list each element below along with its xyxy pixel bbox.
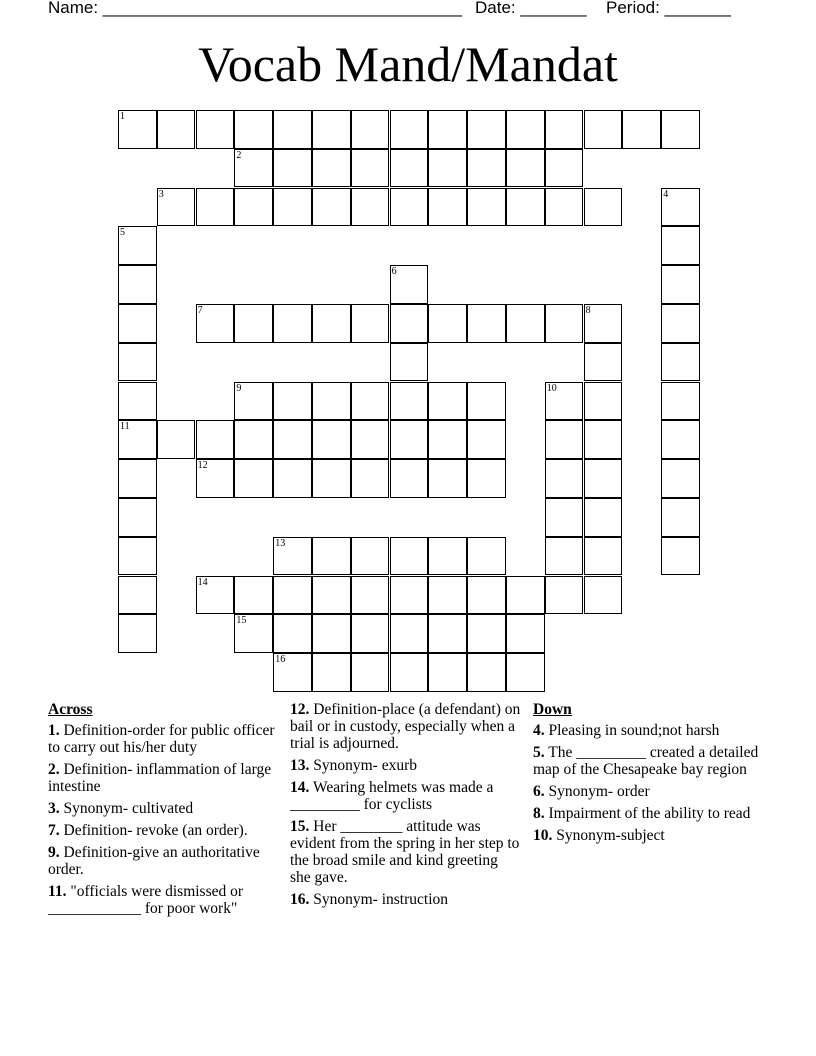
grid-cell[interactable] — [584, 304, 623, 343]
grid-cell[interactable] — [390, 537, 429, 576]
down-clues — [533, 701, 768, 849]
grid-cell[interactable] — [390, 459, 429, 498]
grid-cell[interactable] — [584, 498, 623, 537]
grid-cell[interactable] — [661, 188, 700, 227]
across-clues — [48, 701, 280, 922]
clue-item — [533, 827, 768, 844]
grid-cell[interactable] — [467, 149, 506, 188]
grid-cell[interactable] — [545, 498, 584, 537]
grid-cell[interactable] — [312, 149, 351, 188]
grid-cell[interactable] — [545, 110, 584, 149]
clue-text: Wearing helmets was made a _________ for cyclists — [290, 779, 494, 813]
grid-cell[interactable] — [312, 614, 351, 653]
grid-cell[interactable] — [351, 304, 390, 343]
clue-number: 1 — [120, 111, 125, 122]
grid-cell[interactable] — [351, 459, 390, 498]
grid-cell[interactable] — [545, 420, 584, 459]
grid-cell[interactable] — [661, 343, 700, 382]
grid-cell[interactable] — [428, 537, 467, 576]
grid-cell[interactable] — [390, 382, 429, 421]
grid-cell[interactable] — [273, 382, 312, 421]
grid-cell[interactable] — [196, 304, 235, 343]
clue-text: Synonym- order — [544, 783, 650, 800]
grid-cell[interactable] — [661, 265, 700, 304]
grid-cell[interactable] — [118, 498, 157, 537]
grid-cell[interactable] — [312, 188, 351, 227]
clue-item — [48, 761, 280, 795]
grid-cell[interactable] — [661, 382, 700, 421]
grid-cell[interactable] — [467, 110, 506, 149]
clue-number: 13 — [275, 537, 286, 549]
clue-text: Definition-place (a defendant) on bail or in custody, especially when a trial is adjourned. — [290, 701, 521, 752]
grid-cell[interactable] — [584, 576, 623, 615]
grid-cell[interactable] — [390, 265, 429, 304]
grid-cell[interactable] — [234, 614, 273, 653]
clue-item — [290, 891, 522, 908]
grid-cell[interactable] — [467, 304, 506, 343]
clue-text: Synonym-subject — [552, 827, 665, 844]
grid-cell[interactable] — [273, 614, 312, 653]
clue-text: Pleasing in sound;not harsh — [544, 722, 720, 739]
grid-cell[interactable] — [545, 576, 584, 615]
grid-cell[interactable] — [312, 653, 351, 692]
grid-cell[interactable] — [506, 110, 545, 149]
grid-cell[interactable] — [118, 614, 157, 653]
clue-item — [48, 822, 280, 839]
clue-number: 16. — [290, 891, 310, 908]
grid-cell[interactable] — [273, 459, 312, 498]
clue-text: The _________ created a detailed map of the Chesapeake bay region — [533, 744, 759, 778]
across-clues-continued — [290, 701, 522, 913]
grid-cell[interactable] — [428, 459, 467, 498]
clue-item — [48, 800, 280, 817]
grid-cell[interactable] — [506, 188, 545, 227]
grid-cell[interactable] — [273, 537, 312, 576]
grid-cell[interactable] — [545, 188, 584, 227]
grid-cell[interactable] — [196, 459, 235, 498]
grid-cell[interactable] — [118, 459, 157, 498]
grid-cell[interactable] — [467, 653, 506, 692]
grid-cell[interactable] — [234, 188, 273, 227]
clue-item — [290, 757, 522, 774]
grid-cell[interactable] — [273, 653, 312, 692]
clue-number: 5. — [533, 744, 545, 761]
grid-cell[interactable] — [467, 420, 506, 459]
across-heading: Across — [48, 701, 93, 718]
grid-cell[interactable] — [390, 304, 429, 343]
grid-cell[interactable] — [390, 188, 429, 227]
grid-cell[interactable] — [118, 226, 157, 265]
grid-cell[interactable] — [273, 576, 312, 615]
clue-number: 6 — [391, 266, 397, 278]
grid-cell[interactable] — [467, 188, 506, 227]
grid-cell[interactable] — [584, 420, 623, 459]
name-field[interactable]: Name: ______________________________________ — [48, 0, 463, 17]
grid-cell[interactable] — [661, 226, 700, 265]
grid-cell[interactable] — [196, 110, 235, 149]
down-heading: Down — [533, 701, 572, 718]
clue-number: 11. — [48, 883, 67, 900]
grid-cell[interactable] — [351, 653, 390, 692]
grid-cell[interactable] — [545, 537, 584, 576]
grid-cell[interactable] — [584, 537, 623, 576]
grid-cell[interactable] — [351, 110, 390, 149]
clue-number: 1. — [48, 722, 60, 739]
grid-cell[interactable] — [428, 110, 467, 149]
clue-item — [48, 883, 280, 917]
clue-text: Definition- revoke (an order). — [59, 822, 248, 839]
clue-item — [290, 779, 522, 813]
grid-cell[interactable] — [196, 420, 235, 459]
grid-cell[interactable] — [351, 188, 390, 227]
clue-number: 12. — [290, 701, 310, 718]
grid-cell[interactable] — [157, 420, 196, 459]
grid-cell[interactable] — [390, 614, 429, 653]
grid-cell[interactable] — [506, 304, 545, 343]
clue-item — [533, 805, 768, 822]
clue-text: Definition- inflammation of large intestine — [48, 761, 272, 795]
grid-cell[interactable] — [428, 382, 467, 421]
grid-cell[interactable] — [234, 420, 273, 459]
grid-cell[interactable] — [584, 188, 623, 227]
clue-number: 2 — [236, 149, 242, 161]
grid-cell[interactable] — [234, 149, 273, 188]
grid-cell[interactable] — [661, 304, 700, 343]
grid-cell[interactable] — [506, 576, 545, 615]
clue-number: 6. — [533, 783, 545, 800]
grid-cell[interactable] — [351, 149, 390, 188]
grid-cell[interactable] — [234, 382, 273, 421]
grid-cell[interactable] — [506, 653, 545, 692]
grid-cell[interactable] — [390, 576, 429, 615]
grid-cell[interactable] — [312, 110, 351, 149]
clue-number: 4. — [533, 722, 545, 739]
grid-cell[interactable] — [545, 382, 584, 421]
grid-cell[interactable] — [118, 343, 157, 382]
grid-cell[interactable] — [467, 614, 506, 653]
clue-number: 14 — [197, 576, 208, 588]
period-field[interactable]: Period: _______ — [606, 0, 731, 17]
grid-cell[interactable] — [661, 459, 700, 498]
grid-cell[interactable] — [467, 459, 506, 498]
grid-cell[interactable] — [428, 149, 467, 188]
grid-cell[interactable] — [661, 110, 700, 149]
clue-number: 14. — [290, 779, 310, 796]
grid-cell[interactable] — [312, 576, 351, 615]
grid-cell[interactable] — [351, 382, 390, 421]
grid-cell[interactable] — [351, 576, 390, 615]
clue-number: 8. — [533, 805, 545, 822]
grid-cell[interactable] — [467, 537, 506, 576]
clue-item — [533, 744, 768, 778]
clue-item — [48, 722, 280, 756]
clue-item — [290, 701, 522, 752]
clue-text: "officials were dismissed or ____________ for poor work" — [48, 883, 244, 917]
clue-number: 2. — [48, 761, 60, 778]
grid-cell[interactable] — [661, 420, 700, 459]
grid-cell[interactable] — [118, 382, 157, 421]
clue-number: 15. — [290, 818, 310, 835]
clue-number: 5 — [120, 227, 125, 239]
grid-cell[interactable] — [234, 576, 273, 615]
date-field[interactable]: Date: _______ — [475, 0, 587, 17]
grid-cell[interactable] — [584, 459, 623, 498]
grid-cell[interactable] — [118, 537, 157, 576]
clue-number: 3. — [48, 800, 60, 817]
grid-cell[interactable] — [351, 420, 390, 459]
grid-cell[interactable] — [273, 304, 312, 343]
grid-cell[interactable] — [390, 343, 429, 382]
grid-cell[interactable] — [312, 537, 351, 576]
clue-number: 7 — [197, 305, 203, 316]
grid-cell[interactable] — [390, 149, 429, 188]
grid-cell[interactable] — [118, 304, 157, 343]
grid-cell[interactable] — [157, 110, 196, 149]
clue-number: 9 — [236, 382, 242, 394]
grid-cell[interactable] — [273, 188, 312, 227]
clue-number: 12 — [197, 460, 208, 472]
clue-number: 7. — [48, 822, 60, 839]
clue-item — [48, 844, 280, 878]
grid-cell[interactable] — [118, 265, 157, 304]
clue-number: 15 — [236, 615, 247, 627]
grid-cell[interactable] — [545, 304, 584, 343]
grid-cell[interactable] — [390, 110, 429, 149]
grid-cell[interactable] — [351, 614, 390, 653]
clue-number: 16 — [275, 654, 286, 666]
clue-text: Definition-give an authoritative order. — [48, 844, 260, 878]
grid-cell[interactable] — [428, 188, 467, 227]
page-title: Vocab Mand/Mandat — [198, 36, 618, 92]
clue-text: Her ________ attitude was evident from the spring in her step to the broad smile and kind greeting she gave. — [290, 818, 520, 886]
clue-text: Synonym- instruction — [309, 891, 449, 908]
grid-cell[interactable] — [118, 420, 157, 459]
grid-cell[interactable] — [351, 537, 390, 576]
grid-cell[interactable] — [234, 110, 273, 149]
clue-number: 9. — [48, 844, 60, 861]
grid-cell[interactable] — [428, 420, 467, 459]
grid-cell[interactable] — [390, 420, 429, 459]
grid-cell[interactable] — [428, 614, 467, 653]
grid-cell[interactable] — [312, 382, 351, 421]
clue-text: Synonym- exurb — [309, 757, 418, 774]
grid-cell[interactable] — [312, 459, 351, 498]
grid-cell[interactable] — [467, 382, 506, 421]
clue-number: 4 — [663, 188, 669, 200]
grid-cell[interactable] — [545, 149, 584, 188]
grid-cell[interactable] — [196, 188, 235, 227]
grid-cell[interactable] — [428, 304, 467, 343]
grid-cell[interactable] — [312, 420, 351, 459]
clue-number: 10 — [546, 382, 557, 394]
grid-cell[interactable] — [273, 420, 312, 459]
grid-cell[interactable] — [622, 110, 661, 149]
grid-cell[interactable] — [234, 304, 273, 343]
clue-text: Synonym- cultivated — [59, 800, 194, 817]
grid-cell[interactable] — [661, 537, 700, 576]
clue-number: 10. — [533, 827, 553, 844]
clue-text: Impairment of the ability to read — [544, 805, 751, 822]
grid-cell[interactable] — [506, 614, 545, 653]
grid-cell[interactable] — [118, 110, 157, 149]
clue-text: Definition-order for public officer to carry out his/her duty — [48, 722, 275, 756]
grid-cell[interactable] — [661, 498, 700, 537]
clue-number: 13. — [290, 757, 310, 774]
grid-cell[interactable] — [506, 149, 545, 188]
grid-cell[interactable] — [273, 110, 312, 149]
clue-number: 11 — [120, 421, 130, 433]
grid-cell[interactable] — [118, 576, 157, 615]
grid-cell[interactable] — [584, 382, 623, 421]
clue-number: 8 — [585, 305, 591, 316]
grid-cell[interactable] — [428, 653, 467, 692]
grid-cell[interactable] — [584, 343, 623, 382]
grid-cell[interactable] — [428, 576, 467, 615]
grid-cell[interactable] — [157, 188, 196, 227]
clue-item — [290, 818, 522, 886]
grid-cell[interactable] — [584, 110, 623, 149]
grid-cell[interactable] — [312, 304, 351, 343]
clue-item — [533, 722, 768, 739]
grid-cell[interactable] — [234, 459, 273, 498]
grid-cell[interactable] — [545, 459, 584, 498]
clue-number: 3 — [158, 188, 164, 200]
grid-cell[interactable] — [273, 149, 312, 188]
grid-cell[interactable] — [467, 576, 506, 615]
grid-cell[interactable] — [390, 653, 429, 692]
grid-cell[interactable] — [196, 576, 235, 615]
clue-item — [533, 783, 768, 800]
